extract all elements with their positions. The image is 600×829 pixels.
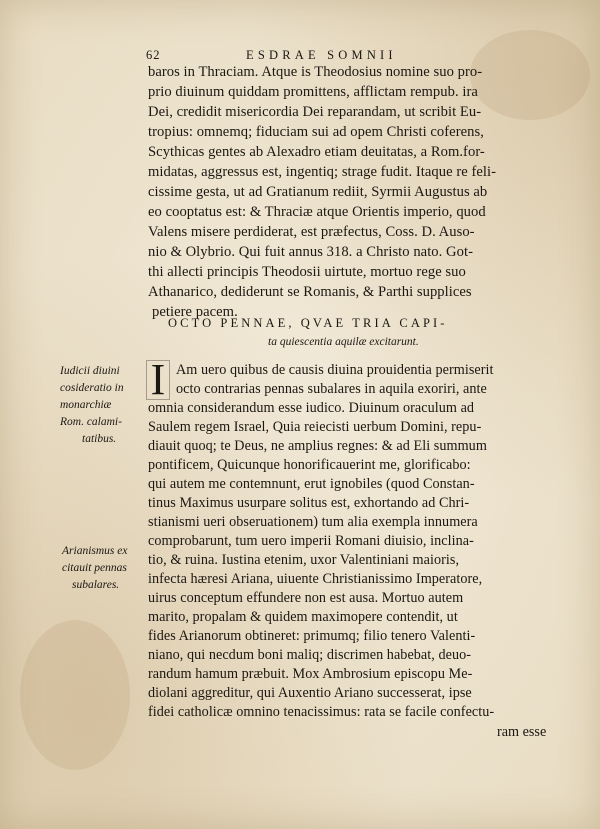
section-title: OCTO PENNAE, QVAE TRIA CAPI- [168, 316, 448, 330]
marginal-note-1 [60, 363, 124, 448]
text-line: prio diuinum quiddam promittens, afflictam rempub. ira [148, 84, 478, 100]
marginal-line: Rom. calami- [60, 416, 122, 428]
marginal-line: subalares. [72, 579, 120, 591]
text-line: Athanarico, dediderunt se Romanis, & Parthi supplices [148, 284, 472, 300]
text-line: uirus conceptum effundere non est ausa. Mortuo autem [148, 590, 464, 606]
marginal-line: Arianismus ex [62, 545, 128, 557]
text-line: infecta hæresi Ariana, uiuente Christianissimo Imperatore, [148, 571, 483, 587]
text-line: Am uero quibus de causis diuina prouidentia permiserit [176, 362, 494, 378]
text-line: nio & Olybrio. Qui fuit annus 318. a Christo nato. Got- [148, 244, 474, 260]
marginal-line: monarchiæ [60, 399, 112, 411]
marginal-note-2 [62, 543, 127, 594]
text-line: fides Arianorum obtineret: primumq; filio tenero Valenti- [148, 628, 476, 644]
text-line: Dei, credidit misericordia Dei reparandam, ut scribit Eu- [148, 104, 482, 120]
page-header [146, 48, 397, 63]
text-line: marito, propalam & quidem maximopere contendit, ut [148, 609, 458, 625]
text-line: fidei catholicæ omnino tenacissimus: rata se facile confectu- [148, 704, 495, 720]
text-line: niano, qui necdum boni maliq; discrimen habebat, deuo- [148, 647, 472, 663]
section-subtitle: ta quiescentia aquilæ excitarunt. [268, 336, 419, 348]
text-line: diolani aggreditur, qui Auxentio Ariano successerat, ipse [148, 685, 472, 701]
drop-cap: I [146, 360, 170, 400]
text-line: omnia considerandum esse iudico. Diuinum oraculum ad [148, 400, 475, 416]
text-line: baros in Thraciam. Atque is Theodosius nomine suo pro- [148, 64, 483, 80]
text-line: eo cooptatus est: & Thraciæ atque Orientis imperio, quod [148, 204, 486, 220]
text-line: diauit quoq; te Deus, ne amplius regnes: & ad Eli summum [148, 438, 487, 454]
text-line: tio, & ruina. Iustina etenim, uxor Valentiniani maioris, [148, 552, 460, 568]
text-line: stianismi ueri obseruationem) tum alia exempla innumera [148, 514, 478, 530]
text-line: tinus Maximus usurpare solitus est, exhortando ad Chri- [148, 495, 470, 511]
text-line: qui autem me contemnunt, erut ignobiles (quod Constan- [148, 476, 475, 492]
marginal-line: cosideratio in [60, 382, 124, 394]
marginal-line: Iudicii diuini [60, 365, 120, 377]
text-line: Saulem regem Israel, Quia reiecisti uerbum Domini, repu- [148, 419, 482, 435]
text-line: tropius: omnemq; fiduciam sui ad opem Christi coferens, [148, 124, 484, 140]
text-line: pontificem, Quicunque honorificauerint me, glorificabo: [148, 457, 471, 473]
folio-number: 62 [146, 48, 161, 62]
text-line: comprobarunt, tum uero imperii Romani diuisio, inclina- [148, 533, 474, 549]
paper-stain [20, 620, 130, 770]
text-line: cissime gesta, ut ad Gratianum rediit, Syrmii Augustus ab [148, 184, 488, 200]
text-line: Valens misere perdiderat, est præfectus, Coss. D. Auso- [148, 224, 475, 240]
text-line: randum hamum præbuit. Mox Ambrosium episcopu Me- [148, 666, 473, 682]
text-line: petiere pacem. [152, 304, 238, 320]
text-line: thi allecti principis Theodosii uirtute, mortuo rege suo [148, 264, 466, 280]
text-line: octo contrarias pennas subalares in aquila exoriri, ante [176, 381, 487, 397]
running-title: ESDRAE SOMNII [246, 48, 397, 62]
text-line: midatas, aggressus est, ingentiq; strage fudit. Itaque re feli- [148, 164, 497, 180]
catchword: ram esse [497, 724, 547, 740]
marginal-line: citauit pennas [62, 562, 127, 574]
paper-stain [470, 30, 590, 120]
text-line: Scythicas gentes ab Alexadro etiam deuitatas, a Rom.for- [148, 144, 485, 160]
marginal-line: tatibus. [82, 433, 117, 445]
